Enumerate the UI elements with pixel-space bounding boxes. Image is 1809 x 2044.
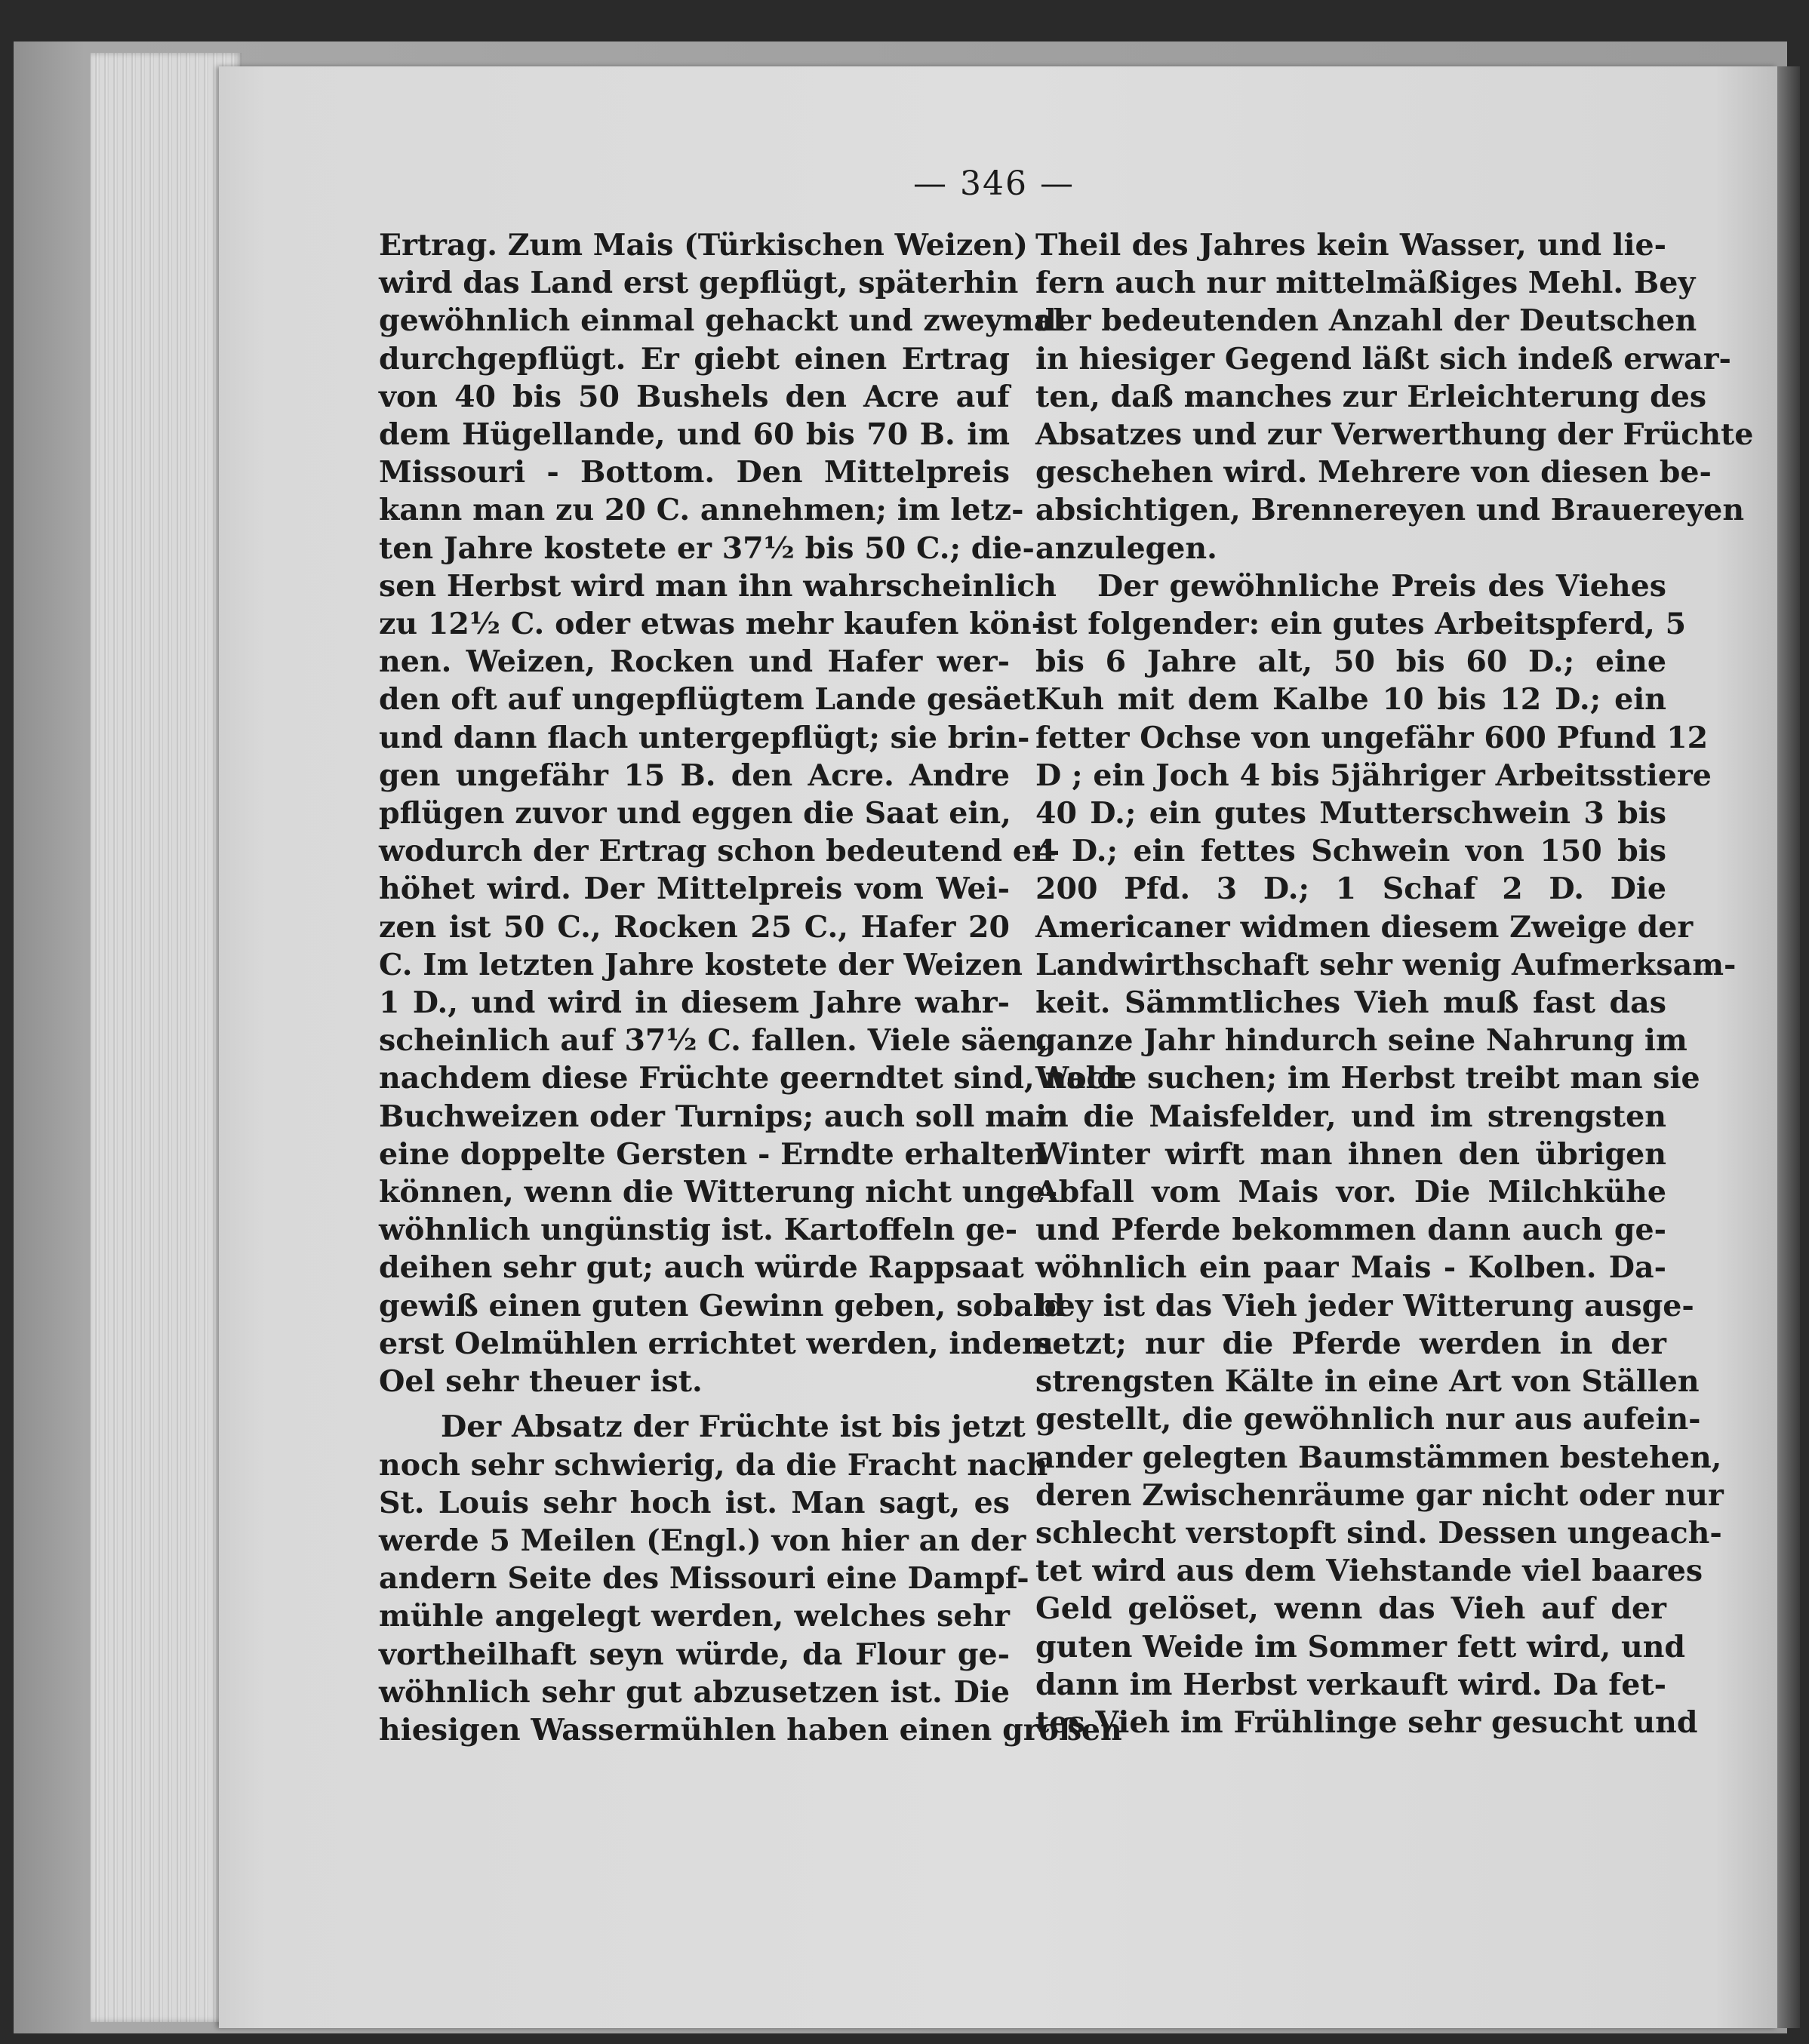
text-line: wöhnlich sehr gut abzusetzen ist. Die: [379, 1674, 1010, 1710]
text-line: können, wenn die Witterung nicht unge-: [379, 1175, 1058, 1210]
text-line: dann im Herbst verkauft wird. Da fet-: [1035, 1667, 1666, 1702]
text-line: ten Jahre kostete er 37½ bis 50 C.; die-: [379, 530, 1035, 566]
text-line: von 40 bis 50 Bushels den Acre auf: [379, 379, 1010, 414]
text-line: wöhnlich ungünstig ist. Kartoffeln ge-: [379, 1213, 1018, 1248]
text-line: Geld gelöset, wenn das Vieh auf der: [1035, 1591, 1666, 1627]
text-line: vortheilhaft seyn würde, da Flour ge-: [379, 1637, 1010, 1672]
text-line: 40 D.; ein gutes Mutterschwein 3 bis: [1035, 796, 1666, 831]
text-line: wodurch der Ertrag schon bedeutend er-: [379, 834, 1060, 869]
text-line: Winter wirft man ihnen den übrigen: [1035, 1136, 1666, 1172]
text-line: Der Absatz der Früchte ist bis jetzt: [441, 1409, 1026, 1445]
text-line: tes Vieh im Frühlinge sehr gesucht und: [1035, 1704, 1698, 1740]
text-line: Abfall vom Mais vor. Die Milchkühe: [1035, 1175, 1666, 1210]
text-line: Missouri - Bottom. Den Mittelpreis: [379, 455, 1010, 490]
text-line: und Pferde bekommen dann auch ge-: [1035, 1213, 1666, 1248]
text-line: zen ist 50 C., Rocken 25 C., Hafer 20: [379, 909, 1010, 945]
text-line: St. Louis sehr hoch ist. Man sagt, es: [379, 1485, 1010, 1520]
right-text-column: [1035, 226, 1754, 1741]
text-line: Der gewöhnliche Preis des Viehes: [1097, 568, 1666, 604]
text-line: 1 D., und wird in diesem Jahre wahr-: [379, 985, 1010, 1021]
text-line: setzt; nur die Pferde werden in der: [1035, 1326, 1666, 1361]
text-line: sen Herbst wird man ihn wahrscheinlich: [379, 568, 1057, 604]
text-line: anzulegen.: [1035, 530, 1217, 566]
text-line: geschehen wird. Mehrere von diesen be-: [1035, 455, 1712, 490]
text-line: schlecht verstopft sind. Dessen ungeach-: [1035, 1515, 1722, 1551]
text-line: ander gelegten Baumstämmen bestehen,: [1035, 1440, 1722, 1475]
text-line: ganze Jahr hindurch seine Nahrung im: [1035, 1023, 1687, 1059]
paragraph-gap: [379, 1400, 1010, 1408]
text-line: bey ist das Vieh jeder Witterung ausge-: [1035, 1288, 1694, 1323]
text-line: Walde suchen; im Herbst treibt man sie: [1035, 1061, 1700, 1096]
gutter-shadow: [1777, 66, 1800, 2028]
text-line: kann man zu 20 C. annehmen; im letz-: [379, 493, 1024, 528]
text-line: Oel sehr theuer ist.: [379, 1364, 703, 1400]
text-line: Absatzes und zur Verwerthung der Früchte: [1035, 417, 1754, 453]
text-line: Landwirthschaft sehr wenig Aufmerksam-: [1035, 947, 1737, 982]
text-line: deren Zwischenräume gar nicht oder nur: [1035, 1477, 1724, 1513]
text-line: 200 Pfd. 3 D.; 1 Schaf 2 D. Die: [1035, 871, 1666, 907]
text-line: dem Hügellande, und 60 bis 70 B. im: [379, 417, 1010, 453]
text-line: eine doppelte Gersten - Erndte erhalten: [379, 1136, 1046, 1172]
text-line: fetter Ochse von ungefähr 600 Pfund 12: [1035, 720, 1709, 755]
text-line: deihen sehr gut; auch würde Rappsaat: [379, 1250, 1024, 1286]
text-line: und dann flach untergepflügt; sie brin-: [379, 720, 1030, 755]
text-line: strengsten Kälte in eine Art von Ställen: [1035, 1364, 1700, 1400]
text-line: höhet wird. Der Mittelpreis vom Wei-: [379, 871, 1010, 907]
text-line: gestellt, die gewöhnlich nur aus aufein-: [1035, 1402, 1701, 1437]
text-line: hiesigen Wassermühlen haben einen großen: [379, 1712, 1122, 1747]
text-line: pflügen zuvor und eggen die Saat ein,: [379, 796, 1011, 831]
text-line: 4 D.; ein fettes Schwein von 150 bis: [1035, 834, 1666, 869]
text-line: guten Weide im Sommer fett wird, und: [1035, 1629, 1686, 1664]
text-line: C. Im letzten Jahre kostete der Weizen: [379, 947, 1023, 982]
text-line: zu 12½ C. oder etwas mehr kaufen kön-: [379, 607, 1044, 642]
text-line: ist folgender: ein gutes Arbeitspferd, 5: [1035, 607, 1687, 642]
text-line: keit. Sämmtliches Vieh muß fast das: [1035, 985, 1666, 1021]
text-line: Americaner widmen diesem Zweige der: [1035, 909, 1694, 945]
text-line: durchgepflügt. Er giebt einen Ertrag: [379, 341, 1010, 377]
text-line: bis 6 Jahre alt, 50 bis 60 D.; eine: [1035, 644, 1666, 680]
text-line: Ertrag. Zum Mais (Türkischen Weizen): [379, 228, 1028, 263]
text-line: gewöhnlich einmal gehackt und zweymal: [379, 303, 1065, 339]
text-line: noch sehr schwierig, da die Fracht nach: [379, 1447, 1048, 1483]
text-line: der bedeutenden Anzahl der Deutschen: [1035, 303, 1697, 339]
text-line: fern auch nur mittelmäßiges Mehl. Bey: [1035, 266, 1696, 301]
text-line: werde 5 Meilen (Engl.) von hier an der: [379, 1523, 1026, 1558]
text-line: wöhnlich ein paar Mais - Kolben. Da-: [1035, 1250, 1666, 1286]
text-line: wird das Land erst gepflügt, späterhin: [379, 266, 1019, 301]
text-line: scheinlich auf 37½ C. fallen. Viele säen,: [379, 1023, 1048, 1059]
text-line: D ; ein Joch 4 bis 5jähriger Arbeitsstiere: [1035, 758, 1712, 793]
text-line: in hiesiger Gegend läßt sich indeß erwar-: [1035, 341, 1731, 377]
text-line: nen. Weizen, Rocken und Hafer wer-: [379, 644, 1010, 680]
page-number: — 346 —: [913, 164, 1075, 203]
text-line: absichtigen, Brennereyen und Brauereyen: [1035, 493, 1745, 528]
text-line: Buchweizen oder Turnips; auch soll man: [379, 1099, 1058, 1134]
text-line: andern Seite des Missouri eine Dampf-: [379, 1561, 1029, 1597]
text-line: tet wird aus dem Viehstande viel baares: [1035, 1554, 1703, 1589]
text-line: Theil des Jahres kein Wasser, und lie-: [1035, 228, 1666, 263]
text-line: erst Oelmühlen errichtet werden, indem: [379, 1326, 1054, 1361]
text-line: Kuh mit dem Kalbe 10 bis 12 D.; ein: [1035, 682, 1666, 718]
text-line: ten, daß manches zur Erleichterung des: [1035, 379, 1707, 414]
text-line: mühle angelegt werden, welches sehr: [379, 1599, 1010, 1634]
text-line: in die Maisfelder, und im strengsten: [1035, 1099, 1666, 1134]
text-line: nachdem diese Früchte geerndtet sind, noch: [379, 1061, 1127, 1096]
text-line: den oft auf ungepflügtem Lande gesäet: [379, 682, 1035, 718]
text-line: gen ungefähr 15 B. den Acre. Andre: [379, 758, 1010, 793]
text-line: gewiß einen guten Gewinn geben, sobald: [379, 1288, 1066, 1323]
